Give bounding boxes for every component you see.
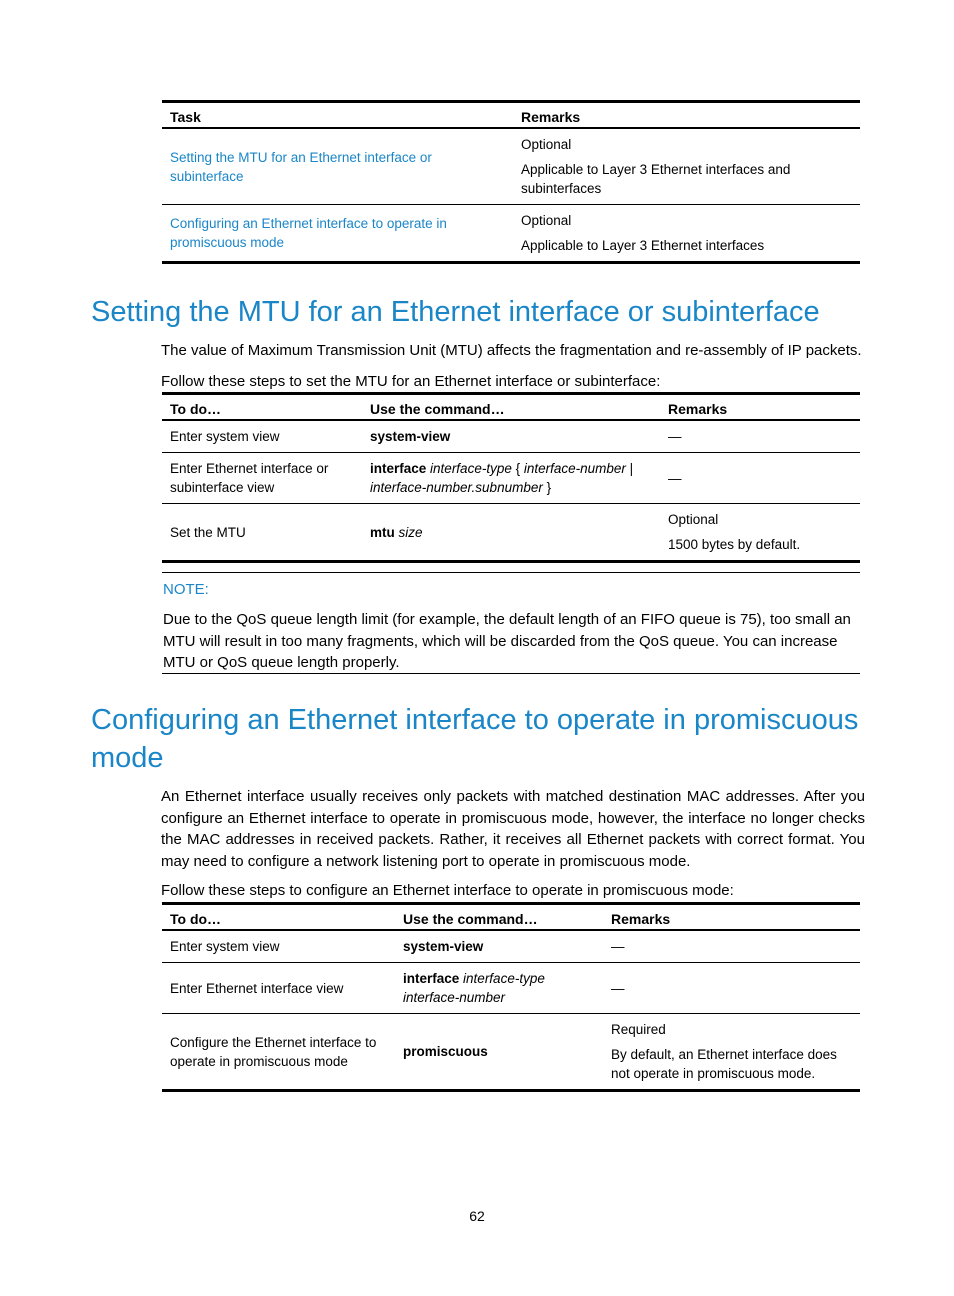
- remark-detail: Applicable to Layer 3 Ethernet interfaces: [521, 238, 765, 253]
- command-cell: [362, 504, 660, 562]
- task-table-header: [162, 102, 860, 129]
- command-cell: [395, 963, 603, 1014]
- todo-cell: Enter Ethernet interface or subinterface view: [170, 461, 329, 495]
- header-todo: To do…: [170, 911, 222, 927]
- command-keyword: interface: [370, 461, 427, 476]
- todo-cell: Set the MTU: [170, 524, 246, 540]
- promiscuous-table-header: [162, 904, 860, 931]
- command-argument: interface-number: [523, 461, 626, 476]
- link-promiscuous[interactable]: Configuring an Ethernet interface to operate in promiscuous mode: [170, 216, 447, 250]
- remark-cell: —: [668, 470, 682, 486]
- todo-cell: Enter Ethernet interface view: [170, 980, 344, 996]
- pipe-separator: |: [625, 461, 634, 476]
- promiscuous-steps-table: [162, 902, 860, 1092]
- remark-detail: Applicable to Layer 3 Ethernet interfaces and subinterfaces: [521, 162, 791, 196]
- command-argument: interface-number: [403, 990, 506, 1005]
- table-row: [162, 930, 860, 963]
- section1-steps-intro: Follow these steps to set the MTU for an Ethernet interface or subinterface:: [161, 373, 661, 390]
- table-row: [162, 128, 860, 205]
- command-keyword: system-view: [403, 939, 484, 954]
- section2-heading: [91, 701, 858, 777]
- section1-heading: Setting the MTU for an Ethernet interface or subinterface: [91, 296, 820, 328]
- todo-cell: Enter system view: [170, 939, 280, 954]
- remark-cell: —: [668, 429, 682, 444]
- remark-cell: —: [611, 939, 625, 954]
- command-argument: interface-number.subnumber: [370, 480, 543, 495]
- page-number: 62: [469, 1208, 485, 1224]
- header-command: Use the command…: [403, 911, 538, 927]
- command-keyword: system-view: [370, 429, 451, 444]
- note-text: Due to the QoS queue length limit (for example, the default length of an FIFO queue is 75), too small an MTU will result in too many fragments, which will be discarded from the QoS queue. You can increase MTU or QoS queue length properly.: [163, 611, 851, 671]
- header-task: Task: [170, 109, 201, 125]
- remark-optional: Optional: [668, 512, 719, 527]
- mtu-steps-table: [162, 392, 860, 563]
- header-remarks: Remarks: [611, 911, 671, 927]
- mtu-table-header: [162, 394, 860, 421]
- note-box: [162, 572, 860, 674]
- remark-detail: 1500 bytes by default.: [668, 537, 801, 552]
- header-command: Use the command…: [370, 401, 505, 417]
- note-label: NOTE:: [163, 581, 209, 598]
- command-argument: interface-type: [463, 971, 545, 986]
- section1-intro: The value of Maximum Transmission Unit (MTU) affects the fragmentation and re-assembly of IP packets.: [161, 342, 862, 359]
- table-row: [162, 420, 860, 453]
- brace-open: {: [511, 461, 524, 476]
- section2-heading-line2: mode: [91, 742, 164, 774]
- command-keyword: interface: [403, 971, 460, 986]
- table-row: [162, 504, 860, 562]
- section2-heading-line1: Configuring an Ethernet interface to operate in promiscuous: [91, 704, 859, 736]
- table-row: [162, 1014, 860, 1091]
- table-row: [162, 453, 860, 504]
- remark-detail: By default, an Ethernet interface does not operate in promiscuous mode.: [611, 1047, 837, 1081]
- command-argument: size: [398, 524, 423, 540]
- link-setting-mtu[interactable]: Setting the MTU for an Ethernet interface or subinterface: [170, 149, 432, 184]
- section2-steps-intro: Follow these steps to configure an Ethernet interface to operate in promiscuous mode:: [161, 882, 734, 899]
- command-keyword: promiscuous: [403, 1044, 488, 1059]
- header-todo: To do…: [170, 401, 222, 417]
- remark-required: Required: [611, 1022, 666, 1037]
- command-cell: [362, 453, 660, 504]
- remark-cell: —: [611, 980, 625, 996]
- remark-optional: Optional: [521, 213, 572, 228]
- todo-cell: Configure the Ethernet interface to operate in promiscuous mode: [170, 1034, 377, 1069]
- todo-cell: Enter system view: [170, 429, 280, 444]
- remark-optional: Optional: [521, 137, 572, 152]
- header-remarks: Remarks: [668, 401, 728, 417]
- section2-intro: An Ethernet interface usually receives only packets with matched destination MAC addresses. After you configure an Ethernet interface to operate in promiscuous mode, however, the interface no longer checks the MAC addresses in received packets. Rather, it receives all Ethernet packets with correct format. You may need to configure a network listening port to operate in promiscuous mode.: [161, 788, 865, 870]
- table-row: [162, 205, 860, 263]
- brace-close: }: [542, 480, 552, 495]
- table-row: [162, 963, 860, 1014]
- command-keyword: mtu: [370, 524, 395, 540]
- task-table: [162, 100, 860, 264]
- command-argument: interface-type: [430, 461, 512, 476]
- header-remarks: Remarks: [521, 109, 581, 125]
